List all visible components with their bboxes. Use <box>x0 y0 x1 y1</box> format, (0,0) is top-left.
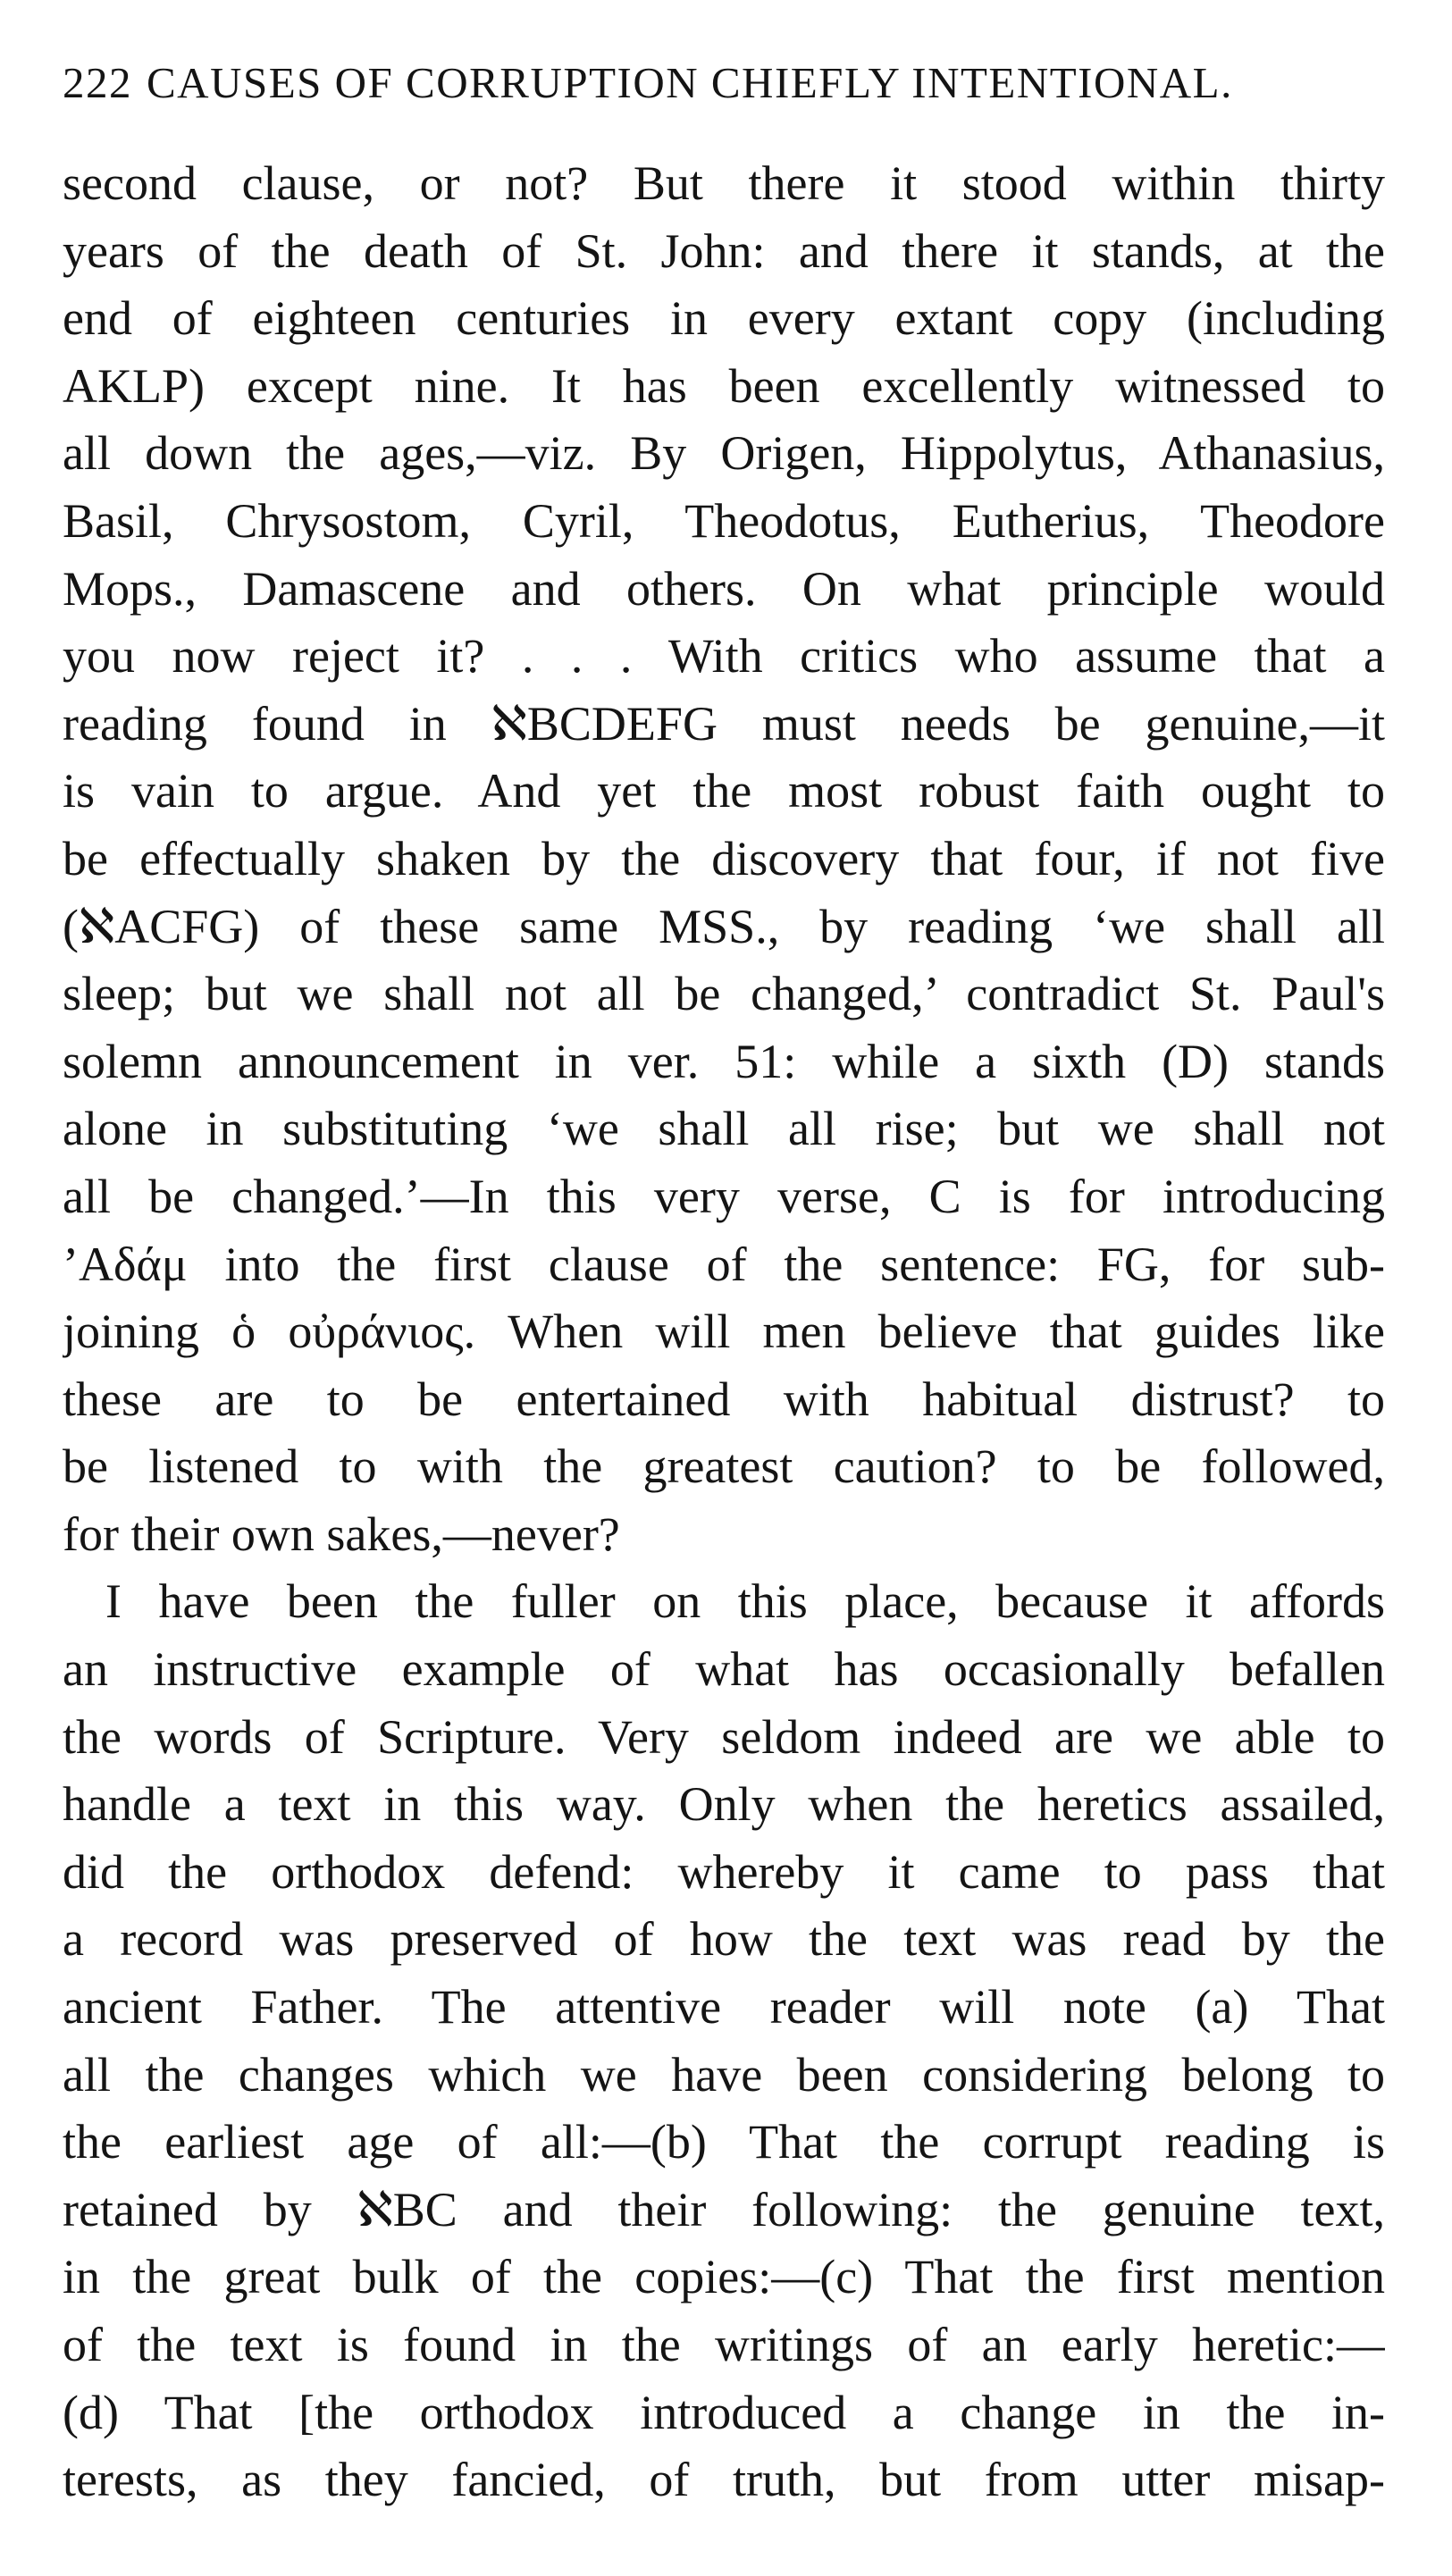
text-line: ’Αδάμ into the first clause of the sentence: FG, for sub- <box>63 1237 1385 1291</box>
text-line: all be changed.’—In this very verse, C is for introducing <box>63 1169 1385 1223</box>
text-line: (ℵACFG) of these same MSS., by reading ‘we shall all <box>63 899 1385 953</box>
text-line: Mops., Damascene and others. On what principle would <box>63 561 1385 616</box>
text-line: all the changes which we have been considering belong to <box>63 2047 1385 2102</box>
text-line: the earliest age of all:—(b) That the corrupt reading is <box>63 2115 1385 2169</box>
text-line: end of eighteen centuries in every extant copy (including <box>63 291 1385 346</box>
text-line: in the great bulk of the copies:—(c) That the first mention <box>63 2250 1385 2304</box>
text-line: these are to be entertained with habitual distrust? to <box>63 1372 1385 1426</box>
page-number: 222 <box>63 58 132 107</box>
running-header <box>63 52 1394 114</box>
text-line: all down the ages,—viz. By Origen, Hippolytus, Athanasius, <box>63 426 1385 481</box>
text-line: you now reject it? . . . With critics who assume that a <box>63 629 1385 684</box>
text-line: be listened to with the greatest caution? to be followed, <box>63 1439 1385 1494</box>
text-line: retained by ℵBC and their following: the genuine text, <box>63 2182 1385 2236</box>
text-line: the words of Scripture. Very seldom indeed are we able to <box>63 1709 1385 1764</box>
text-line: of the text is found in the writings of an early heretic:— <box>63 2318 1385 2371</box>
text-line: reading found in ℵBCDEFG must needs be genuine,—it <box>63 696 1385 751</box>
text-line: (d) That [the orthodox introduced a change in the in- <box>63 2385 1385 2439</box>
text-line: second clause, or not? But there it stood within thirty <box>63 156 1385 210</box>
text-line: an instructive example of what has occasionally befallen <box>63 1642 1385 1697</box>
text-line: joining ὁ οὐράνιος. When will men believe that guides like <box>63 1305 1385 1359</box>
running-title: CAUSES OF CORRUPTION CHIEFLY INTENTIONAL. <box>147 58 1233 107</box>
text-line: alone in substituting ‘we shall all rise; but we shall not <box>63 1102 1385 1156</box>
text-line: is vain to argue. And yet the most robust faith ought to <box>63 764 1385 818</box>
text-line: AKLP) except nine. It has been excellently witnessed to <box>63 358 1385 413</box>
text-line: years of the death of St. John: and there it stands, at the <box>63 223 1385 278</box>
paragraph-end-line: for their own sakes,—never? <box>63 1506 620 1561</box>
text-line: be effectually shaken by the discovery that four, if not five <box>63 831 1385 885</box>
paragraph-first-line: I have been the fuller on this place, because it affords <box>105 1574 1385 1629</box>
text-line: did the orthodox defend: whereby it came to pass that <box>63 1844 1385 1899</box>
text-line: ancient Father. The attentive reader will note (a) That <box>63 1980 1385 2035</box>
text-line: Basil, Chrysostom, Cyril, Theodotus, Eutherius, Theodore <box>63 493 1385 548</box>
text-line: terests, as they fancied, of truth, but from utter misap- <box>63 2453 1385 2507</box>
text-line: solemn announcement in ver. 51: while a sixth (D) stands <box>63 1034 1385 1088</box>
body-text <box>63 150 1385 2514</box>
text-line: handle a text in this way. Only when the heretics assailed, <box>63 1777 1385 1832</box>
text-line: sleep; but we shall not all be changed,’ contradict St. Paul's <box>63 967 1385 1021</box>
text-line: a record was preserved of how the text was read by the <box>63 1912 1385 1967</box>
